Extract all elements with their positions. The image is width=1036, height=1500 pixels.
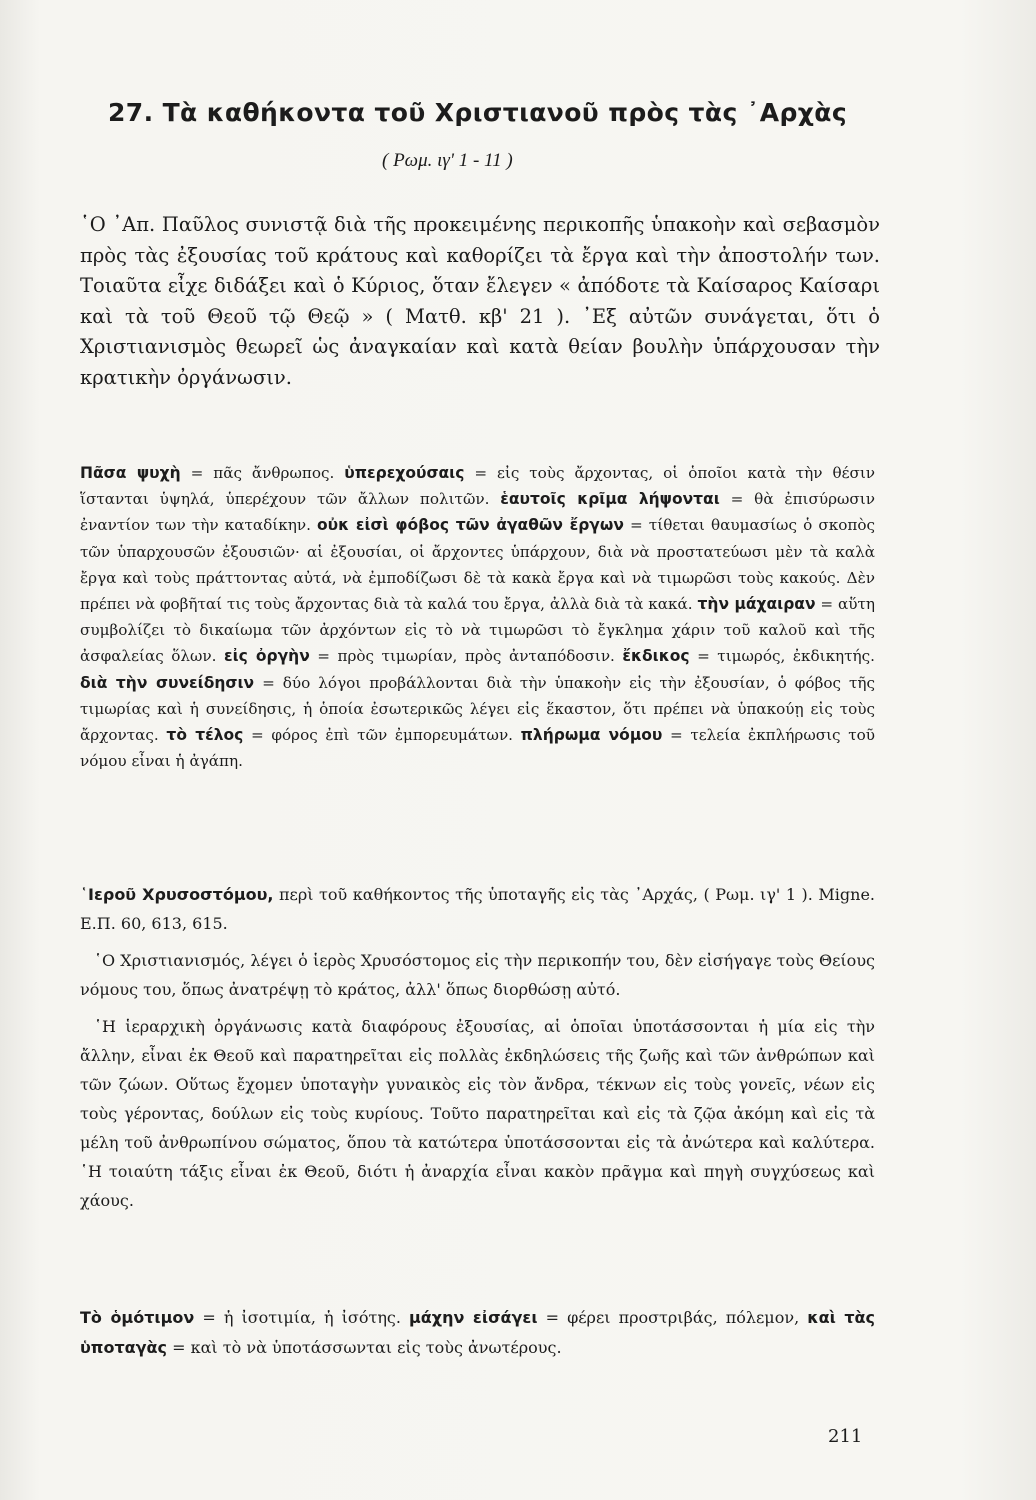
gloss-term: καὶ τὰς ὑποταγὰς xyxy=(80,1308,876,1357)
gloss-term: ἔκδικος xyxy=(622,647,690,666)
chapter-title: 27. Τὰ καθήκοντα τοῦ Χριστιανοῦ πρὸς τὰς ᾿Αρχὰς xyxy=(108,98,848,127)
chrysostom-heading xyxy=(80,880,875,938)
gloss-term: τὴν μάχαιραν xyxy=(697,595,816,614)
scripture-reference: ( Ρωμ. ιγ' 1 - 11 ) xyxy=(382,150,513,171)
gloss-definition: = καὶ τὸ νὰ ὑποτάσσωνται εἰς τοὺς ἀνωτέρους. xyxy=(167,1338,562,1357)
gloss-definition: = φόρος ἐπὶ τῶν ἐμπορευμάτων. xyxy=(243,726,521,745)
gloss-term: ὑπερεχούσαις xyxy=(344,464,465,482)
gloss-definition: = πρὸς τιμωρίαν, πρὸς ἀνταπόδοσιν. xyxy=(309,647,623,666)
page-number: 211 xyxy=(828,1426,863,1447)
gloss-definition: = ἡ ἰσοτιμία, ἡ ἰσότης. xyxy=(194,1308,410,1327)
gloss-term: εἰς ὀργὴν xyxy=(223,647,310,666)
gloss-term: οὐκ εἰσὶ φόβος τῶν ἀγαθῶν ἔργων xyxy=(317,516,624,535)
gloss-definition: = πᾶς ἄνθρωπος. xyxy=(180,464,345,482)
chrysostom-source: περὶ τοῦ καθήκοντος τῆς ὑποταγῆς εἰς τὰς ᾿Αρχάς, ( Ρωμ. ιγ' 1 ). Migne. Ε.Π. 60, 613, 615. xyxy=(80,885,875,933)
gloss-term: πλήρωμα νόμου xyxy=(520,726,663,745)
gloss-definition: = δύο λόγοι προβάλλονται διὰ τὴν ὑπακοὴν εἰς τὴν ἐξουσίαν, ὁ φόβος τῆς τιμωρίας καὶ ἡ συνείδησις, ἡ ὁποία ἐσωτερικῶς λέγει εἰς ἕκαστον, ὅτι πρέπει νὰ ὑπακούῃ εἰς τοὺς ἄρχοντας. xyxy=(80,673,876,745)
gloss-definition: = φέρει προστριβάς, πόλεμον, xyxy=(537,1308,808,1327)
gloss-term: Τὸ ὁμότιμον xyxy=(80,1308,195,1327)
glossary-notes xyxy=(80,460,875,774)
gloss-term: μάχην εἰσάγει xyxy=(409,1308,538,1327)
chrysostom-section xyxy=(80,880,875,1215)
chrysostom-paragraph-1: ῾Ο Χριστιανισμός, λέγει ὁ ἱερὸς Χρυσόστομος εἰς τὴν περικοπήν του, δὲν εἰσήγαγε τοὺς Θείους νόμους του, ὅπως ἀνατρέψῃ τὸ κράτος, ἀλλ' ὅπως διορθώσῃ αὐτό. xyxy=(80,951,875,999)
gloss-definition: = τελεία ἐκπλήρωσις τοῦ νόμου εἶναι ἡ ἀγάπη. xyxy=(80,726,875,771)
chrysostom-paragraph-2: ῾Η ἱεραρχικὴ ὀργάνωσις κατὰ διαφόρους ἐξουσίας, αἱ ὁποῖαι ὑποτάσσονται ἡ μία εἰς τὴν ἄλλην, εἶναι ἐκ Θεοῦ καὶ παρατηρεῖται εἰς πολλὰς ἐκδηλώσεις τῆς ζωῆς καὶ τῶν ἀνθρώπων καὶ τῶν ζώων. Οὕτως ἔχομεν ὑποταγὴν γυναικὸς εἰς τὸν ἄνδρα, τέκνων εἰς τοὺς γονεῖς, νέων εἰς τοὺς γέροντας, δούλων εἰς τοὺς κυρίους. Τοῦτο παρατηρεῖται καὶ εἰς τὰ ζῷα ἀκόμη καὶ εἰς τὰ μέλη τοῦ ἀνθρωπίνου σώματος, ὅπου τὰ κατώτερα ὑποτάσσονται εἰς τὰ ἀνώτερα καὶ καλύτερα. ῾Η τοιαύτη τάξις εἶναι ἐκ Θεοῦ, διότι ἡ ἀναρχία εἶναι κακὸν πρᾶγμα καὶ πηγὴ συγχύσεως καὶ χάους. xyxy=(80,1017,875,1210)
gloss-definition: = τιμωρός, ἐκδικητής. xyxy=(689,647,875,666)
gloss-definition: = εἰς τοὺς ἄρχοντας, οἱ ὁποῖοι κατὰ τὴν θέσιν ἵστανται ὑψηλά, ὑπερέχουν τῶν ἄλλων πολιτῶν. xyxy=(80,464,876,509)
gloss-term: τὸ τέλος xyxy=(166,726,244,745)
intro-paragraph: ῾Ο ᾿Απ. Παῦλος συνιστᾷ διὰ τῆς προκειμένης περικοπῆς ὑπακοὴν καὶ σεβασμὸν πρὸς τὰς ἐξουσίας τοῦ κράτους καὶ καθορίζει τὰ ἔργα καὶ τὴν ἀποστολήν των. Τοιαῦτα εἶχε διδάξει καὶ ὁ Κύριος, ὅταν ἔλεγεν « ἀπόδοτε τὰ Καίσαρος Καίσαρι καὶ τὰ τοῦ Θεοῦ τῷ Θεῷ » ( Ματθ. κβ' 21 ). ᾿Εξ αὐτῶν συνάγεται, ὅτι ὁ Χριστιανισμὸς θεωρεῖ ὡς ἀναγκαίαν καὶ κατὰ θείαν βουλὴν ὑπάρχουσαν τὴν κρατικὴν ὀργάνωσιν. xyxy=(80,213,880,389)
gloss-term: διὰ τὴν συνείδησιν xyxy=(80,673,255,692)
gloss-term: ἑαυτοῖς κρῖμα λήψονται xyxy=(500,490,720,509)
gloss-term: Πᾶσα ψυχὴ xyxy=(80,464,181,482)
chrysostom-author: ῾Ιεροῦ Χρυσοστόμου, xyxy=(80,885,274,904)
gloss-definition: = θὰ ἐπισύρωσιν ἐναντίον των τὴν καταδίκην. xyxy=(80,490,875,535)
gloss-definition: = τίθεται θαυμασίως ὁ σκοπὸς τῶν ὑπαρχουσῶν ἐξουσιῶν· αἱ ἐξουσίαι, οἱ ἄρχοντες ὑπάρχουν, διὰ νὰ προστατεύωσι μὲν τὰ καλὰ ἔργα καὶ τοὺς πράττοντας αὐτά, νὰ ἐμποδίζωσι δὲ τὰ κακὰ ἔργα καὶ νὰ τιμωρῶσι τοὺς κακούς. Δὲν πρέπει νὰ φοβῆταί τις τοὺς ἄρχοντας διὰ τὰ καλά του ἔργα, ἀλλὰ διὰ τὰ κακά. xyxy=(80,516,875,614)
footer-glossary xyxy=(80,1303,875,1363)
gloss-definition: = αὕτη συμβολίζει τὸ δικαίωμα τῶν ἀρχόντων εἰς τὸ νὰ τιμωρῶσι τὸ ἔγκλημα χάριν τοῦ καλοῦ καὶ τῆς ἀσφαλείας ὅλων. xyxy=(80,595,875,666)
